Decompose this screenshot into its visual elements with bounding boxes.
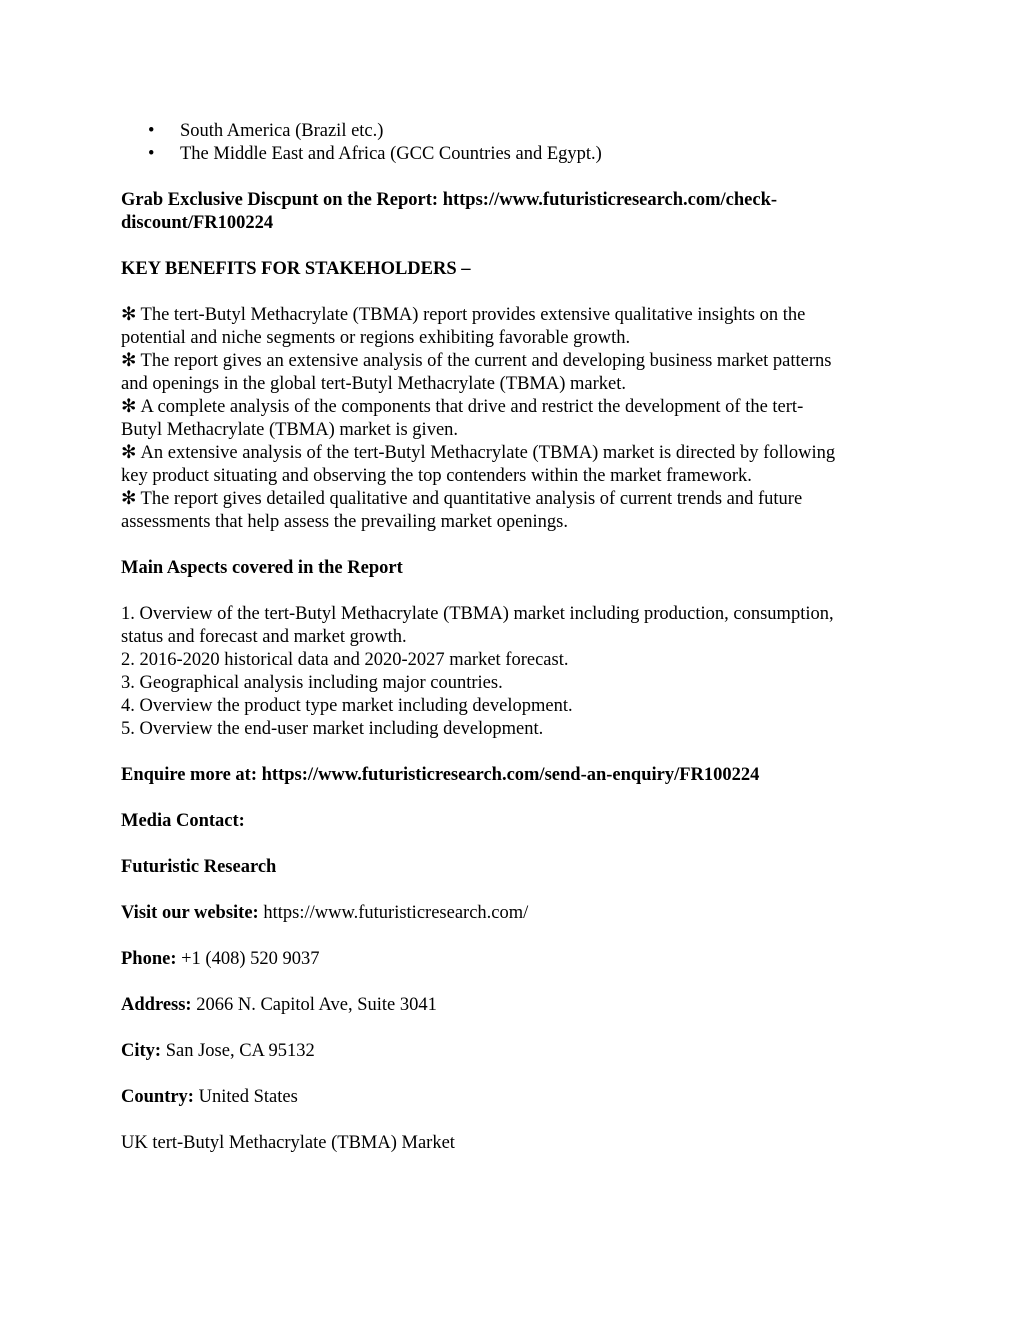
bullet-icon: • bbox=[148, 144, 155, 164]
asterisk-icon: ✻ bbox=[121, 397, 137, 417]
benefits-heading: KEY BENEFITS FOR STAKEHOLDERS – bbox=[121, 259, 471, 279]
spacer bbox=[121, 281, 911, 304]
website-value: https://www.futuristicresearch.com/ bbox=[263, 903, 529, 923]
aspects-list bbox=[121, 603, 911, 741]
benefit-item bbox=[121, 304, 911, 350]
enquire-link: Enquire more at: https://www.futuristicresearch.com/send-an-enquiry/FR100224 bbox=[121, 765, 760, 785]
discount-line-1: Grab Exclusive Discpunt on the Report: https://www.futuristicresearch.com/check- bbox=[121, 190, 778, 210]
spacer bbox=[121, 534, 911, 557]
address-label: Address: bbox=[121, 995, 192, 1015]
spacer bbox=[121, 1017, 911, 1040]
spacer bbox=[121, 925, 911, 948]
phone-label: Phone: bbox=[121, 949, 177, 969]
benefits-list bbox=[121, 304, 911, 534]
website-row bbox=[121, 902, 911, 925]
phone-value: +1 (408) 520 9037 bbox=[181, 949, 320, 969]
spacer bbox=[121, 235, 911, 258]
spacer bbox=[121, 1063, 911, 1086]
benefit-line-2: potential and niche segments or regions exhibiting favorable growth. bbox=[121, 328, 631, 348]
spacer bbox=[121, 580, 911, 603]
aspect-line: 5. Overview the end-user market including development. bbox=[121, 719, 544, 739]
aspects-heading: Main Aspects covered in the Report bbox=[121, 558, 403, 578]
media-contact-heading: Media Contact: bbox=[121, 811, 245, 831]
country-row bbox=[121, 1086, 911, 1109]
asterisk-icon: ✻ bbox=[121, 351, 137, 371]
benefit-item bbox=[121, 350, 911, 396]
aspect-line: 3. Geographical analysis including major countries. bbox=[121, 673, 503, 693]
spacer bbox=[121, 741, 911, 764]
benefit-line-1: The report gives an extensive analysis of the current and developing business market patterns bbox=[140, 351, 832, 371]
address-value: 2066 N. Capitol Ave, Suite 3041 bbox=[196, 995, 437, 1015]
benefit-item bbox=[121, 488, 911, 534]
city-value: San Jose, CA 95132 bbox=[165, 1041, 315, 1061]
address-row bbox=[121, 994, 911, 1017]
benefit-item bbox=[121, 396, 911, 442]
website-label: Visit our website: bbox=[121, 903, 259, 923]
list-item-text: South America (Brazil etc.) bbox=[180, 121, 384, 141]
city-row bbox=[121, 1040, 911, 1063]
benefit-item bbox=[121, 442, 911, 488]
country-value: United States bbox=[198, 1087, 298, 1107]
asterisk-icon: ✻ bbox=[121, 489, 137, 509]
aspect-line: 4. Overview the product type market including development. bbox=[121, 696, 573, 716]
benefit-line-1: The report gives detailed qualitative and quantitative analysis of current trends and future bbox=[140, 489, 803, 509]
list-item-text: The Middle East and Africa (GCC Countries and Egypt.) bbox=[180, 144, 602, 164]
phone-row bbox=[121, 948, 911, 971]
region-bullet-list bbox=[121, 120, 911, 166]
discount-paragraph bbox=[121, 189, 911, 235]
benefit-line-1: The tert-Butyl Methacrylate (TBMA) report provides extensive qualitative insights on the bbox=[140, 305, 806, 325]
spacer bbox=[121, 1109, 911, 1132]
spacer bbox=[121, 833, 911, 856]
company-name: Futuristic Research bbox=[121, 857, 277, 877]
aspect-line: 1. Overview of the tert-Butyl Methacrylate (TBMA) market including production, consumption, bbox=[121, 604, 834, 624]
aspect-line: status and forecast and market growth. bbox=[121, 627, 407, 647]
document-page bbox=[121, 120, 911, 1155]
spacer bbox=[121, 787, 911, 810]
spacer bbox=[121, 879, 911, 902]
footer-line: UK tert-Butyl Methacrylate (TBMA) Market bbox=[121, 1133, 455, 1153]
city-label: City: bbox=[121, 1041, 162, 1061]
spacer bbox=[121, 971, 911, 994]
bullet-icon: • bbox=[148, 121, 155, 141]
spacer bbox=[121, 166, 911, 189]
aspect-line: 2. 2016-2020 historical data and 2020-2027 market forecast. bbox=[121, 650, 569, 670]
asterisk-icon: ✻ bbox=[121, 443, 137, 463]
benefit-line-2: and openings in the global tert-Butyl Methacrylate (TBMA) market. bbox=[121, 374, 627, 394]
list-item bbox=[121, 120, 911, 143]
benefit-line-2: assessments that help assess the prevailing market openings. bbox=[121, 512, 568, 532]
benefit-line-1: An extensive analysis of the tert-Butyl Methacrylate (TBMA) market is directed by following bbox=[140, 443, 836, 463]
country-label: Country: bbox=[121, 1087, 194, 1107]
asterisk-icon: ✻ bbox=[121, 305, 137, 325]
benefit-line-2: key product situating and observing the top contenders within the market framework. bbox=[121, 466, 752, 486]
discount-line-2: discount/FR100224 bbox=[121, 213, 274, 233]
benefit-line-2: Butyl Methacrylate (TBMA) market is given. bbox=[121, 420, 459, 440]
list-item bbox=[121, 143, 911, 166]
benefit-line-1: A complete analysis of the components that drive and restrict the development of the tert- bbox=[140, 397, 804, 417]
